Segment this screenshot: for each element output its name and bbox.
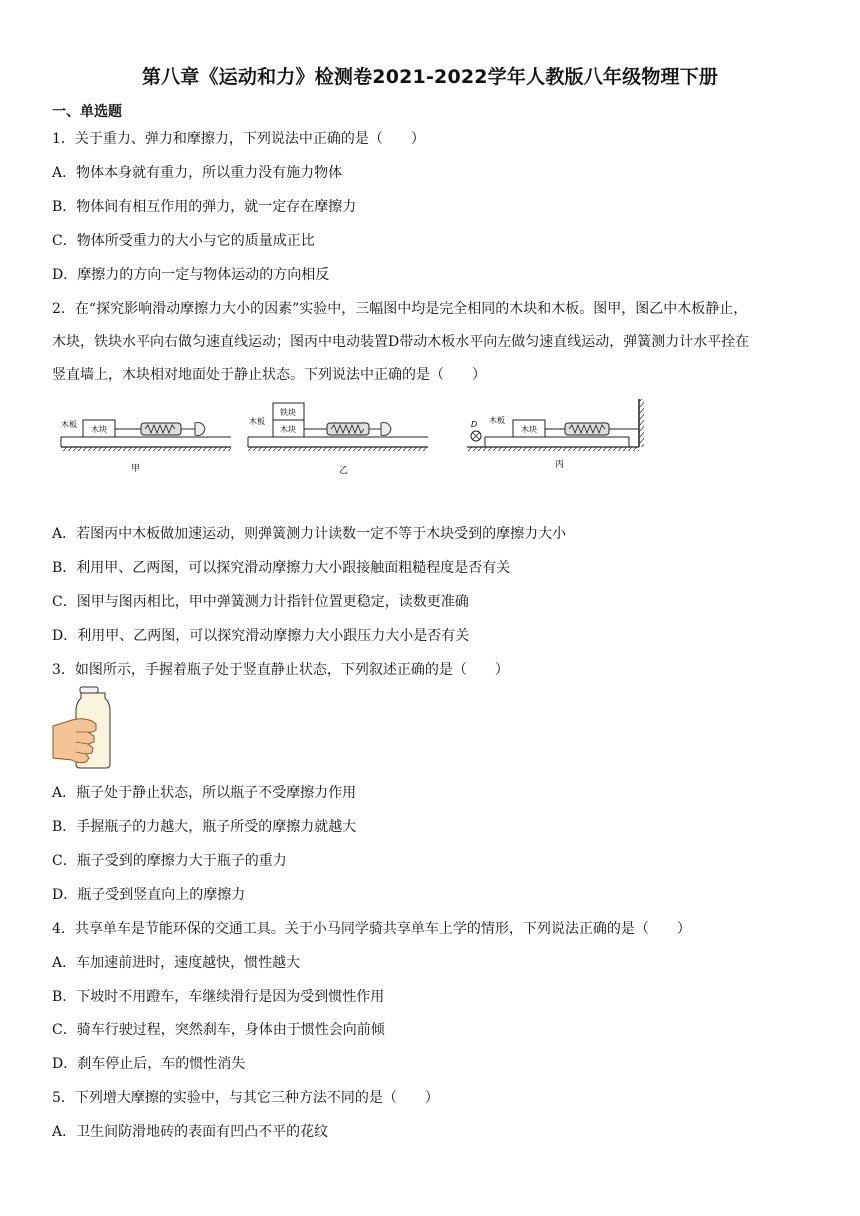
q1-stem: 1．关于重力、弹力和摩擦力，下列说法中正确的是（ ） xyxy=(52,131,425,147)
hand-icon xyxy=(381,423,391,436)
q1-option-a: A．物体本身就有重力，所以重力没有施力物体 xyxy=(52,165,343,181)
diagram-bing xyxy=(467,399,644,470)
q2-option-b: B．利用甲、乙两图，可以探究滑动摩擦力大小跟接触面粗糙程度是否有关 xyxy=(52,560,511,576)
board-label: 木板 xyxy=(489,416,505,425)
block-label: 木块 xyxy=(280,425,296,434)
q2-figure xyxy=(55,395,655,480)
q3-stem: 3．如图所示，手握着瓶子处于竖直静止状态，下列叙述正确的是（ ） xyxy=(52,662,509,678)
page-title: 第八章《运动和力》检测卷2021-2022学年人教版八年级物理下册 xyxy=(141,66,719,88)
q2-option-c: C．图甲与图丙相比，甲中弹簧测力计指针位置更稳定，读数更准确 xyxy=(52,594,469,610)
q3-option-a: A．瓶子处于静止状态，所以瓶子不受摩擦力作用 xyxy=(52,785,357,801)
caption-bing: 丙 xyxy=(555,460,565,470)
board-label: 木板 xyxy=(61,420,77,429)
q4-option-b: B．下坡时不用蹬车，车继续滑行是因为受到惯性作用 xyxy=(52,989,385,1005)
q4-stem: 4．共享单车是节能环保的交通工具。关于小马同学骑共享单车上学的情形，下列说法正确的是（ ） xyxy=(52,921,691,937)
q1-option-c: C．物体所受重力的大小与它的质量成正比 xyxy=(52,233,315,249)
q2-option-d: D．利用甲、乙两图，可以探究滑动摩擦力大小跟压力大小是否有关 xyxy=(52,628,470,644)
diagram-yi xyxy=(248,403,428,476)
q2-stem-line2: 木块，铁块水平向右做匀速直线运动；图丙中电动装置D带动木板水平向左做匀速直线运动，弹簧测力计水平拴在 xyxy=(52,334,750,350)
bottle-in-hand-figure xyxy=(52,686,118,770)
diagram-jia xyxy=(61,419,231,474)
q5-stem: 5．下列增大摩擦的实验中，与其它三种方法不同的是（ ） xyxy=(52,1090,439,1106)
q2-option-a: A．若图丙中木板做加速运动，则弹簧测力计读数一定不等于木块受到的摩擦力大小 xyxy=(52,526,567,542)
q1-option-d: D．摩擦力的方向一定与物体运动的方向相反 xyxy=(52,267,330,283)
bottle-cap-icon xyxy=(80,687,98,693)
q3-option-c: C．瓶子受到的摩擦力大于瓶子的重力 xyxy=(52,853,287,869)
q3-option-b: B．手握瓶子的力越大，瓶子所受的摩擦力就越大 xyxy=(52,819,357,835)
hand-icon xyxy=(195,423,205,436)
q5-option-a: A．卫生间防滑地砖的表面有凹凸不平的花纹 xyxy=(52,1124,329,1140)
iron-label: 铁块 xyxy=(280,408,296,417)
q4-option-c: C．骑车行驶过程，突然刹车，身体由于惯性会向前倾 xyxy=(52,1022,385,1038)
q2-stem-line3: 竖直墙上，木块相对地面处于静止状态。下列说法中正确的是（ ） xyxy=(52,367,486,383)
board-label: 木板 xyxy=(249,417,265,426)
block-label: 木块 xyxy=(91,425,107,434)
q4-option-d: D．刹车停止后，车的惯性消失 xyxy=(52,1056,246,1072)
block-label: 木块 xyxy=(521,425,537,434)
device-label: D xyxy=(471,420,478,429)
q3-option-d: D．瓶子受到竖直向上的摩擦力 xyxy=(52,887,246,903)
q1-option-b: B．物体间有相互作用的弹力，就一定存在摩擦力 xyxy=(52,199,357,215)
section-heading: 一、单选题 xyxy=(52,104,122,120)
spring-scale xyxy=(327,423,369,435)
q2-stem-line1: 2．在“探究影响滑动摩擦力大小的因素”实验中，三幅图中均是完全相同的木块和木板。图甲，图乙中木板静止， xyxy=(52,301,748,317)
q4-option-a: A．车加速前进时，速度越快，惯性越大 xyxy=(52,955,301,971)
caption-jia: 甲 xyxy=(131,464,141,474)
caption-yi: 乙 xyxy=(339,466,349,476)
